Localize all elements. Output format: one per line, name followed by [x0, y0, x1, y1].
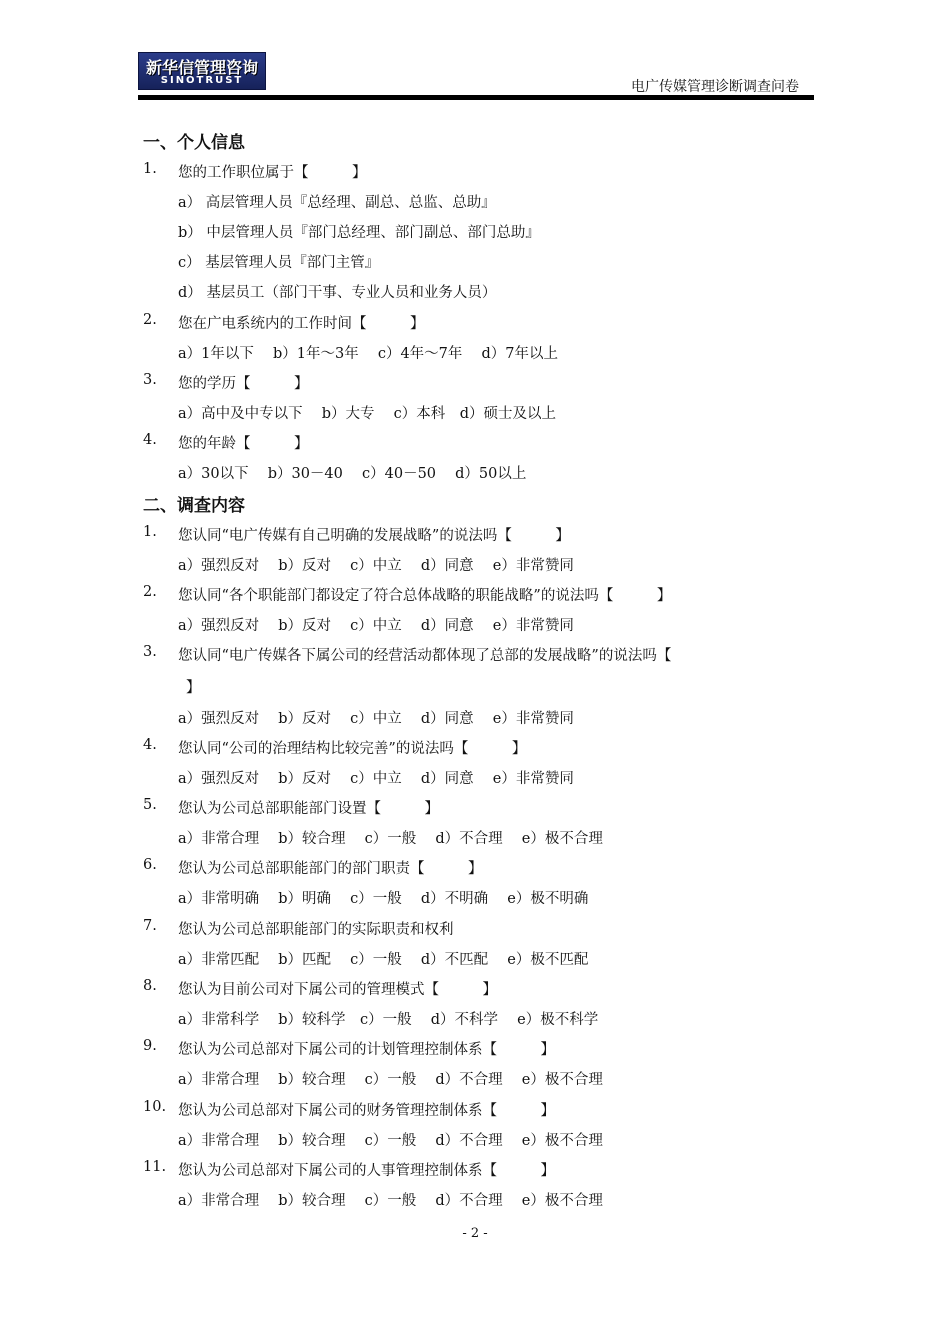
question-text: 您认为公司总部对下属公司的财务管理控制体系【 】	[178, 1103, 555, 1119]
question-number: 6.	[143, 857, 157, 873]
question-text-continued: 】	[186, 680, 201, 696]
section-heading-personal-info: 一、个人信息	[143, 133, 245, 153]
option-row: a）强烈反对 b）反对 c）中立 d）同意 e）非常赞同	[178, 771, 574, 787]
question-number: 1.	[143, 524, 157, 540]
page-number: - 2 -	[462, 1226, 488, 1241]
question-text: 您的工作职位属于【 】	[178, 165, 367, 181]
logo-cn-text: 新华信管理咨询	[145, 58, 258, 77]
option-row: a）非常合理 b）较合理 c）一般 d）不合理 e）极不合理	[178, 1072, 603, 1088]
question-text: 您认同“电广传媒各下属公司的经营活动都体现了总部的发展战略”的说法吗【	[178, 648, 672, 664]
option-row: a）非常科学 b）较科学 c）一般 d）不科学 e）极不科学	[178, 1012, 599, 1028]
logo-en-text: SINOTRUST	[160, 75, 244, 86]
option-row: a）30以下 b）30－40 c）40－50 d）50以上	[178, 466, 527, 482]
option-row: a）强烈反对 b）反对 c）中立 d）同意 e）非常赞同	[178, 558, 574, 574]
option-row: a）非常合理 b）较合理 c）一般 d）不合理 e）极不合理	[178, 1193, 603, 1209]
option-row: a）非常合理 b）较合理 c）一般 d）不合理 e）极不合理	[178, 1133, 603, 1149]
question-number: 9.	[143, 1038, 157, 1054]
question-number: 4.	[143, 432, 157, 448]
section-heading-survey-content: 二、调查内容	[143, 496, 245, 516]
option-item: d） 基层员工（部门干事、专业人员和业务人员）	[178, 285, 497, 301]
option-item: a） 高层管理人员『总经理、副总、总监、总助』	[178, 195, 496, 211]
question-text: 您认同“电广传媒有自己明确的发展战略”的说法吗【 】	[178, 528, 570, 544]
question-text: 您认为公司总部职能部门设置【 】	[178, 801, 439, 817]
option-row: a）1年以下 b）1年～3年 c）4年～7年 d）7年以上	[178, 346, 559, 362]
question-text: 您认为公司总部对下属公司的计划管理控制体系【 】	[178, 1042, 555, 1058]
question-number: 8.	[143, 978, 157, 994]
question-text: 您的年龄【 】	[178, 436, 309, 452]
option-row: a）高中及中专以下 b）大专 c）本科 d）硕士及以上	[178, 406, 557, 422]
option-row: a）强烈反对 b）反对 c）中立 d）同意 e）非常赞同	[178, 618, 574, 634]
company-logo	[138, 52, 266, 90]
question-number: 10.	[143, 1099, 167, 1115]
option-item: c） 基层管理人员『部门主管』	[178, 255, 380, 271]
question-text: 您的学历【 】	[178, 376, 309, 392]
question-number: 3.	[143, 372, 157, 388]
option-row: a）非常匹配 b）匹配 c）一般 d）不匹配 e）极不匹配	[178, 952, 589, 968]
question-text: 您在广电系统内的工作时间【 】	[178, 316, 425, 332]
question-text: 您认为公司总部职能部门的部门职责【 】	[178, 861, 483, 877]
question-number: 11.	[143, 1159, 167, 1175]
question-text: 您认同“公司的治理结构比较完善”的说法吗【 】	[178, 741, 527, 757]
question-number: 5.	[143, 797, 157, 813]
question-number: 2.	[143, 312, 157, 328]
question-number: 3.	[143, 644, 157, 660]
document-title: 电广传媒管理诊断调查问卷	[631, 79, 799, 95]
question-text: 您认同“各个职能部门都设定了符合总体战略的职能战略”的说法吗【 】	[178, 588, 672, 604]
option-item: b） 中层管理人员『部门总经理、部门副总、部门总助』	[178, 225, 540, 241]
question-number: 7.	[143, 918, 157, 934]
question-number: 4.	[143, 737, 157, 753]
question-number: 1.	[143, 161, 157, 177]
option-row: a）强烈反对 b）反对 c）中立 d）同意 e）非常赞同	[178, 711, 574, 727]
header-divider	[138, 95, 814, 100]
option-row: a）非常合理 b）较合理 c）一般 d）不合理 e）极不合理	[178, 831, 603, 847]
question-text: 您认为目前公司对下属公司的管理模式【 】	[178, 982, 497, 998]
question-number: 2.	[143, 584, 157, 600]
question-text: 您认为公司总部对下属公司的人事管理控制体系【 】	[178, 1163, 555, 1179]
question-text: 您认为公司总部职能部门的实际职责和权利	[178, 922, 454, 938]
option-row: a）非常明确 b）明确 c）一般 d）不明确 e）极不明确	[178, 891, 589, 907]
